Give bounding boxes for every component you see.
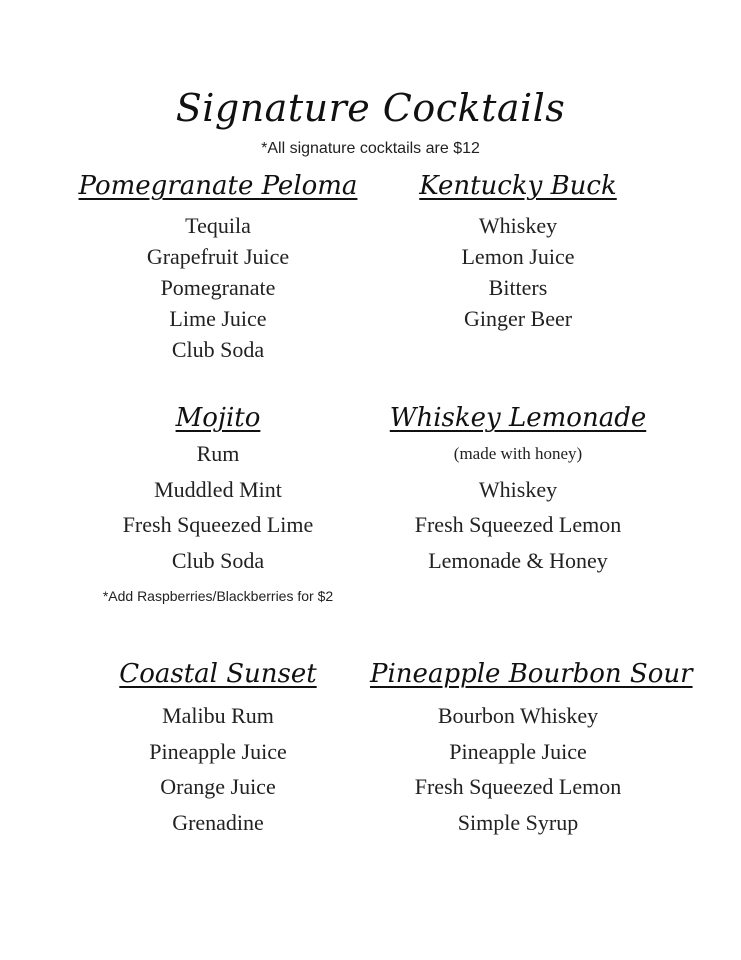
- drink-coastal-sunset: [70, 656, 366, 840]
- ingredient: Club Soda: [171, 547, 265, 573]
- ingredient-list: [370, 698, 666, 840]
- ingredient: Fresh Squeezed Lime: [122, 512, 314, 537]
- drink-pineapple-bourbon-sour: [370, 656, 693, 840]
- ingredient: Grenadine: [172, 809, 264, 835]
- ingredient-list: [70, 436, 366, 578]
- ingredient: Lemon Juice: [461, 244, 575, 269]
- drink-name: Kentucky Buck: [419, 171, 617, 201]
- ingredient: Fresh Squeezed Lemon: [414, 512, 622, 537]
- ingredient-list: [70, 698, 366, 840]
- ingredient-list: [370, 210, 666, 334]
- drink-name: Whiskey Lemonade: [389, 403, 647, 433]
- drink-kentucky-buck: [370, 168, 666, 334]
- price-note: *All signature cocktails are $12: [261, 140, 480, 157]
- ingredient-list: [70, 210, 366, 365]
- ingredient: Ginger Beer: [463, 306, 573, 331]
- ingredient: Orange Juice: [160, 774, 276, 799]
- drink-whiskey-lemonade: [370, 400, 666, 578]
- drink-name: Mojito: [175, 403, 261, 433]
- drink-pomegranate-peloma: [70, 168, 366, 365]
- add-on-note: *Add Raspberries/Blackberries for $2: [102, 588, 334, 604]
- drink-name: Pineapple Bourbon Sour: [370, 659, 693, 689]
- drink-name: Coastal Sunset: [119, 659, 317, 689]
- ingredient: Pineapple Juice: [149, 738, 287, 764]
- ingredient: Simple Syrup: [457, 809, 579, 835]
- ingredient-list: [370, 436, 666, 578]
- ingredient: Tequila: [185, 213, 251, 238]
- ingredient: Malibu Rum: [162, 703, 274, 728]
- ingredient: Pineapple Juice: [449, 738, 587, 764]
- drink-name: Pomegranate Peloma: [78, 171, 358, 201]
- ingredient: Fresh Squeezed Lemon: [414, 774, 622, 799]
- ingredient: Lime Juice: [169, 306, 267, 331]
- ingredient: Lemonade & Honey: [428, 547, 608, 573]
- drink-mojito: [70, 400, 366, 578]
- ingredient: Whiskey: [478, 476, 558, 502]
- ingredient: Rum: [196, 441, 240, 466]
- ingredient: Whiskey: [478, 213, 558, 238]
- ingredient: Club Soda: [171, 337, 265, 362]
- ingredient: Bitters: [488, 275, 548, 300]
- ingredient: Bourbon Whiskey: [437, 703, 599, 728]
- drink-subnote: (made with honey): [453, 444, 583, 463]
- ingredient: Grapefruit Juice: [146, 244, 290, 269]
- menu-title: Signature Cocktails: [175, 86, 566, 130]
- ingredient: Pomegranate: [160, 275, 276, 300]
- ingredient: Muddled Mint: [154, 476, 282, 502]
